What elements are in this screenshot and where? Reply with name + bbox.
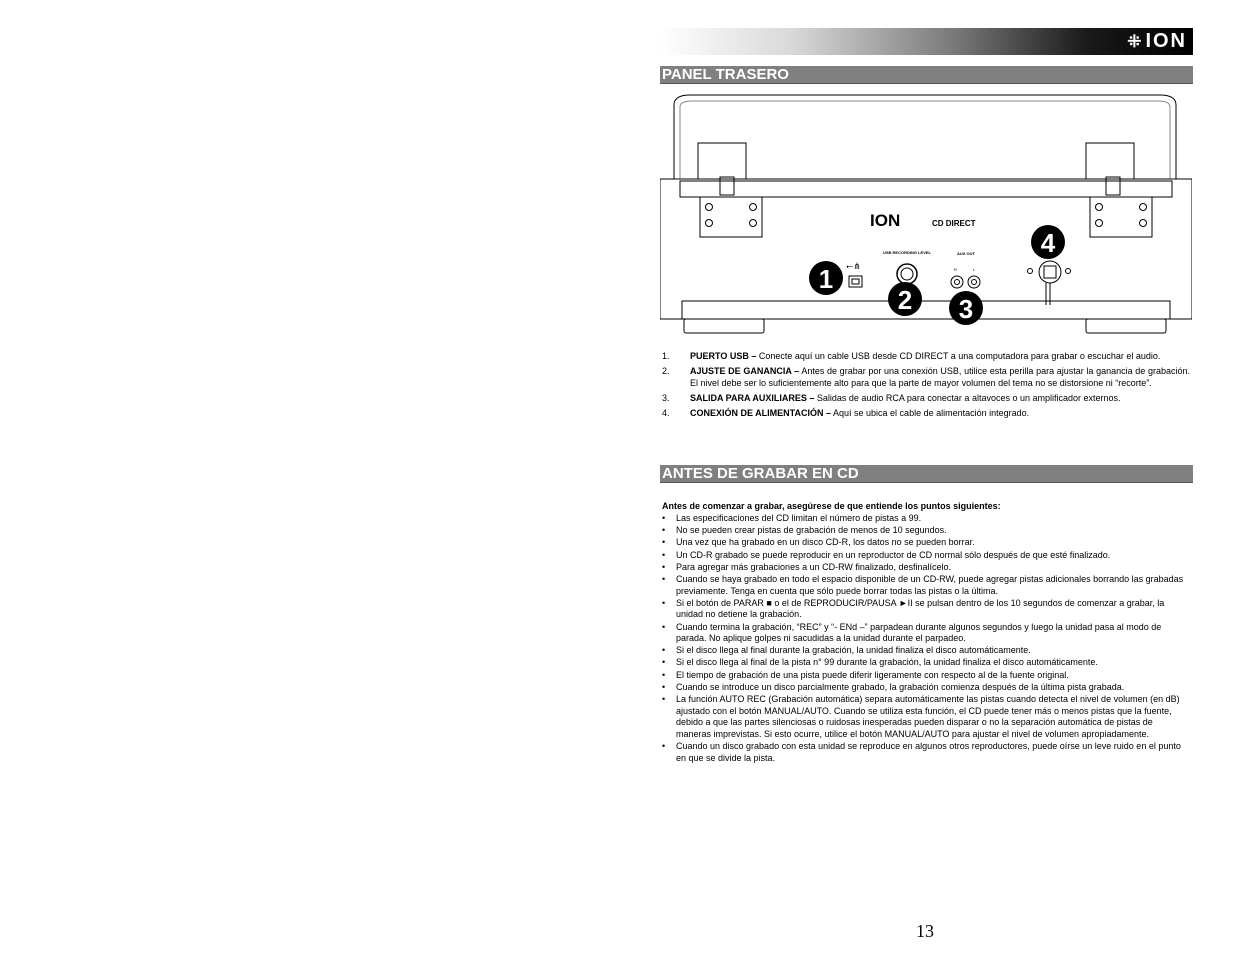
callout-2: 2 bbox=[897, 285, 913, 315]
list-item: 1. PUERTO USB – Conecte aquí un cable USB desde CD DIRECT a una computadora para grabar o escuchar el audio. bbox=[662, 351, 1161, 361]
list-item: • Si el disco llega al final durante la grabación, la unidad finaliza el disco automáticamente. bbox=[662, 645, 1190, 657]
header-bar bbox=[660, 28, 1193, 55]
list-item: 3. SALIDA PARA AUXILIARES – Salidas de audio RCA para conectar a altavoces o un amplificador externos. bbox=[662, 392, 1121, 403]
list-item: • Cuando se introduce un disco parcialmente grabado, la grabación comienza después de la última pista grabada. bbox=[662, 682, 1190, 694]
page-number: 13 bbox=[916, 921, 934, 941]
rear-panel-illustration bbox=[660, 93, 1192, 343]
aux-l-label: L bbox=[973, 267, 976, 272]
aux-out-label: AUX OUT bbox=[957, 251, 975, 256]
callout-3: 3 bbox=[958, 294, 974, 324]
list-item: • La función AUTO REC (Grabación automática) separa automáticamente las pistas cuando detecta el nivel de volumen (en dB) ajustado con el botón MANUAL/AUTO. Cuando se utiliza esta función, el CD puede tener más o menos pistas que la fuente, debido a que las partes silenciosas o ruidosas inesperadas pueden disparar o no la separación automática de pistas de maneras imprevistas. Si esto ocurre, utilice el botón MANUAL/AUTO para ajustar el nivel de volumen apropiadamente. bbox=[662, 694, 1190, 740]
section-intro: Antes de comenzar a grabar, asegúrese de que entiende los puntos siguientes: bbox=[662, 501, 1001, 511]
rear-panel-items bbox=[662, 351, 1190, 423]
list-item: 4. CONEXIÓN DE ALIMENTACIÓN – Aquí se ubica el cable de alimentación integrado. bbox=[662, 407, 1030, 418]
section-title-antes-de-grabar: ANTES DE GRABAR EN CD bbox=[660, 465, 1193, 483]
callout-1: 1 bbox=[818, 264, 834, 294]
list-item: • Si el disco llega al final de la pista n° 99 durante la grabación, la unidad finaliza el disco automáticamente. bbox=[662, 657, 1190, 669]
list-item: 2. AJUSTE DE GANANCIA – Antes de grabar por una conexión USB, utilice esta perilla para ajustar la ganancia de grabación. El nivel debe ser lo suficientemente alto para que la parte de mayor volumen del tema no se distorsione ni “recorte”. bbox=[662, 366, 1190, 388]
aux-r-label: R bbox=[954, 267, 957, 272]
device-brand: ION bbox=[870, 211, 901, 230]
list-item: • No se pueden crear pistas de grabación de menos de 10 segundos. bbox=[662, 525, 1190, 537]
list-item: • Un CD-R grabado se puede reproducir en un reproductor de CD normal sólo después de que esté finalizado. bbox=[662, 550, 1190, 562]
list-item: • Cuando termina la grabación, “REC” y “- ENd –” parpadean durante algunos segundos y luego la unidad pasa al modo de parada. No aplique golpes ni sacudidas a la unidad durante el parpadeo. bbox=[662, 622, 1190, 645]
brand-logo: ⁜ ION bbox=[1127, 30, 1187, 52]
list-item: • Cuando un disco grabado con esta unidad se reproduce en algunos otros reproductores, puede oírse un leve ruido en el punto en que se divide la pista. bbox=[662, 741, 1190, 764]
list-item: • Cuando se haya grabado en todo el espacio disponible de un CD-RW, puede agregar pistas adicionales borrando las grabadas previamente. Tenga en cuenta que sólo puede borrar todas las pistas o la última. bbox=[662, 574, 1190, 597]
section-title-panel-trasero: PANEL TRASERO bbox=[660, 66, 1193, 84]
spark-icon: ⁜ bbox=[1127, 32, 1144, 51]
list-item: • El tiempo de grabación de una pista puede diferir ligeramente con respecto al de la fuente original. bbox=[662, 670, 1190, 682]
list-item: • Las especificaciones del CD limitan el número de pistas a 99. bbox=[662, 513, 1190, 525]
device-model: CD DIRECT bbox=[932, 219, 976, 228]
callout-4: 4 bbox=[1040, 228, 1056, 258]
list-item: • Para agregar más grabaciones a un CD-RW finalizado, desfinalícelo. bbox=[662, 562, 1190, 574]
list-item: • Una vez que ha grabado en un disco CD-R, los datos no se pueden borrar. bbox=[662, 537, 1190, 549]
list-item: • Si el botón de PARAR ■ o el de REPRODUCIR/PAUSA ►II se pulsan dentro de los 10 segundos de comenzar a grabar, la unidad no detiene la grabación. bbox=[662, 598, 1190, 621]
usb-level-label: USB RECORDING LEVEL bbox=[882, 250, 932, 255]
usb-icon: ⭠⋔ bbox=[846, 261, 861, 271]
recording-notes bbox=[662, 513, 1190, 765]
